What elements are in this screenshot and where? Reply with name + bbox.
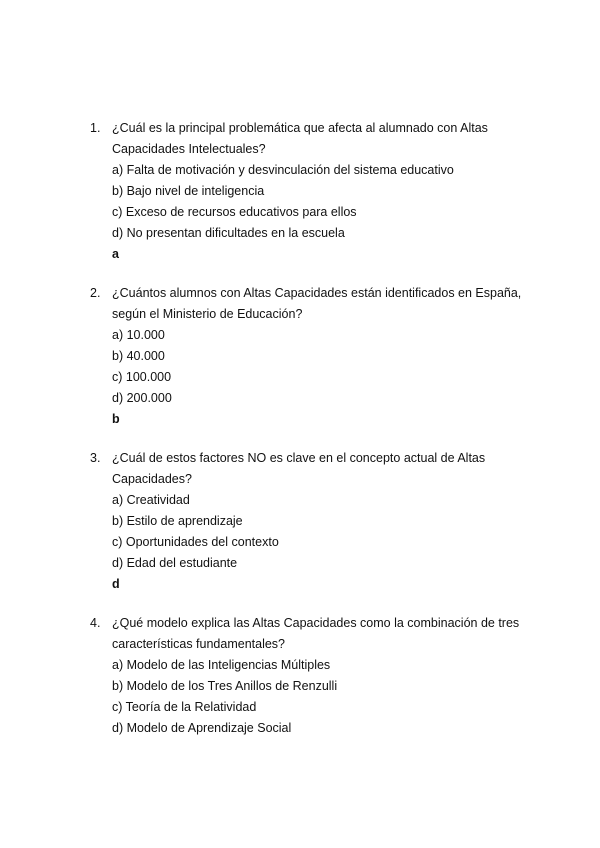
option-a: a) Modelo de las Inteligencias Múltiples xyxy=(112,658,331,672)
question-text: ¿Cuántos alumnos con Altas Capacidades están identificados en España, según el Ministerio de Educación? xyxy=(112,286,522,321)
question-text: ¿Qué modelo explica las Altas Capacidades como la combinación de tres características fundamentales? xyxy=(112,616,520,651)
question-number: 4. xyxy=(90,616,101,630)
options-list xyxy=(112,160,530,244)
question-header xyxy=(90,448,530,490)
option-a: a) Creatividad xyxy=(112,493,190,507)
option-b: b) Estilo de aprendizaje xyxy=(112,514,243,528)
question-number: 2. xyxy=(90,286,101,300)
options-list xyxy=(112,655,530,739)
option-d: d) No presentan dificultades en la escuela xyxy=(112,226,345,240)
question-3 xyxy=(90,448,530,595)
option-c: c) 100.000 xyxy=(112,370,172,384)
option-d: d) Modelo de Aprendizaje Social xyxy=(112,721,292,735)
option-b: b) 40.000 xyxy=(112,349,165,363)
option-a: a) 10.000 xyxy=(112,328,165,342)
answer-key: a xyxy=(112,247,119,261)
question-1 xyxy=(90,118,530,265)
option-a: a) Falta de motivación y desvinculación del sistema educativo xyxy=(112,163,454,177)
question-number: 1. xyxy=(90,121,101,135)
question-header xyxy=(90,283,530,325)
question-text: ¿Cuál es la principal problemática que afecta al alumnado con Altas Capacidades Intelectuales? xyxy=(112,121,488,156)
option-c: c) Teoría de la Relatividad xyxy=(112,700,257,714)
options-list xyxy=(112,325,530,409)
question-number: 3. xyxy=(90,451,101,465)
option-d: d) Edad del estudiante xyxy=(112,556,238,570)
option-c: c) Oportunidades del contexto xyxy=(112,535,279,549)
question-2 xyxy=(90,283,530,430)
option-b: b) Modelo de los Tres Anillos de Renzulli xyxy=(112,679,338,693)
option-d: d) 200.000 xyxy=(112,391,172,405)
question-header xyxy=(90,118,530,160)
options-list xyxy=(112,490,530,574)
question-header xyxy=(90,613,530,655)
question-4 xyxy=(90,613,530,739)
answer-key: b xyxy=(112,412,120,426)
question-text: ¿Cuál de estos factores NO es clave en el concepto actual de Altas Capacidades? xyxy=(112,451,486,486)
option-c: c) Exceso de recursos educativos para ellos xyxy=(112,205,357,219)
answer-key: d xyxy=(112,577,120,591)
option-b: b) Bajo nivel de inteligencia xyxy=(112,184,265,198)
